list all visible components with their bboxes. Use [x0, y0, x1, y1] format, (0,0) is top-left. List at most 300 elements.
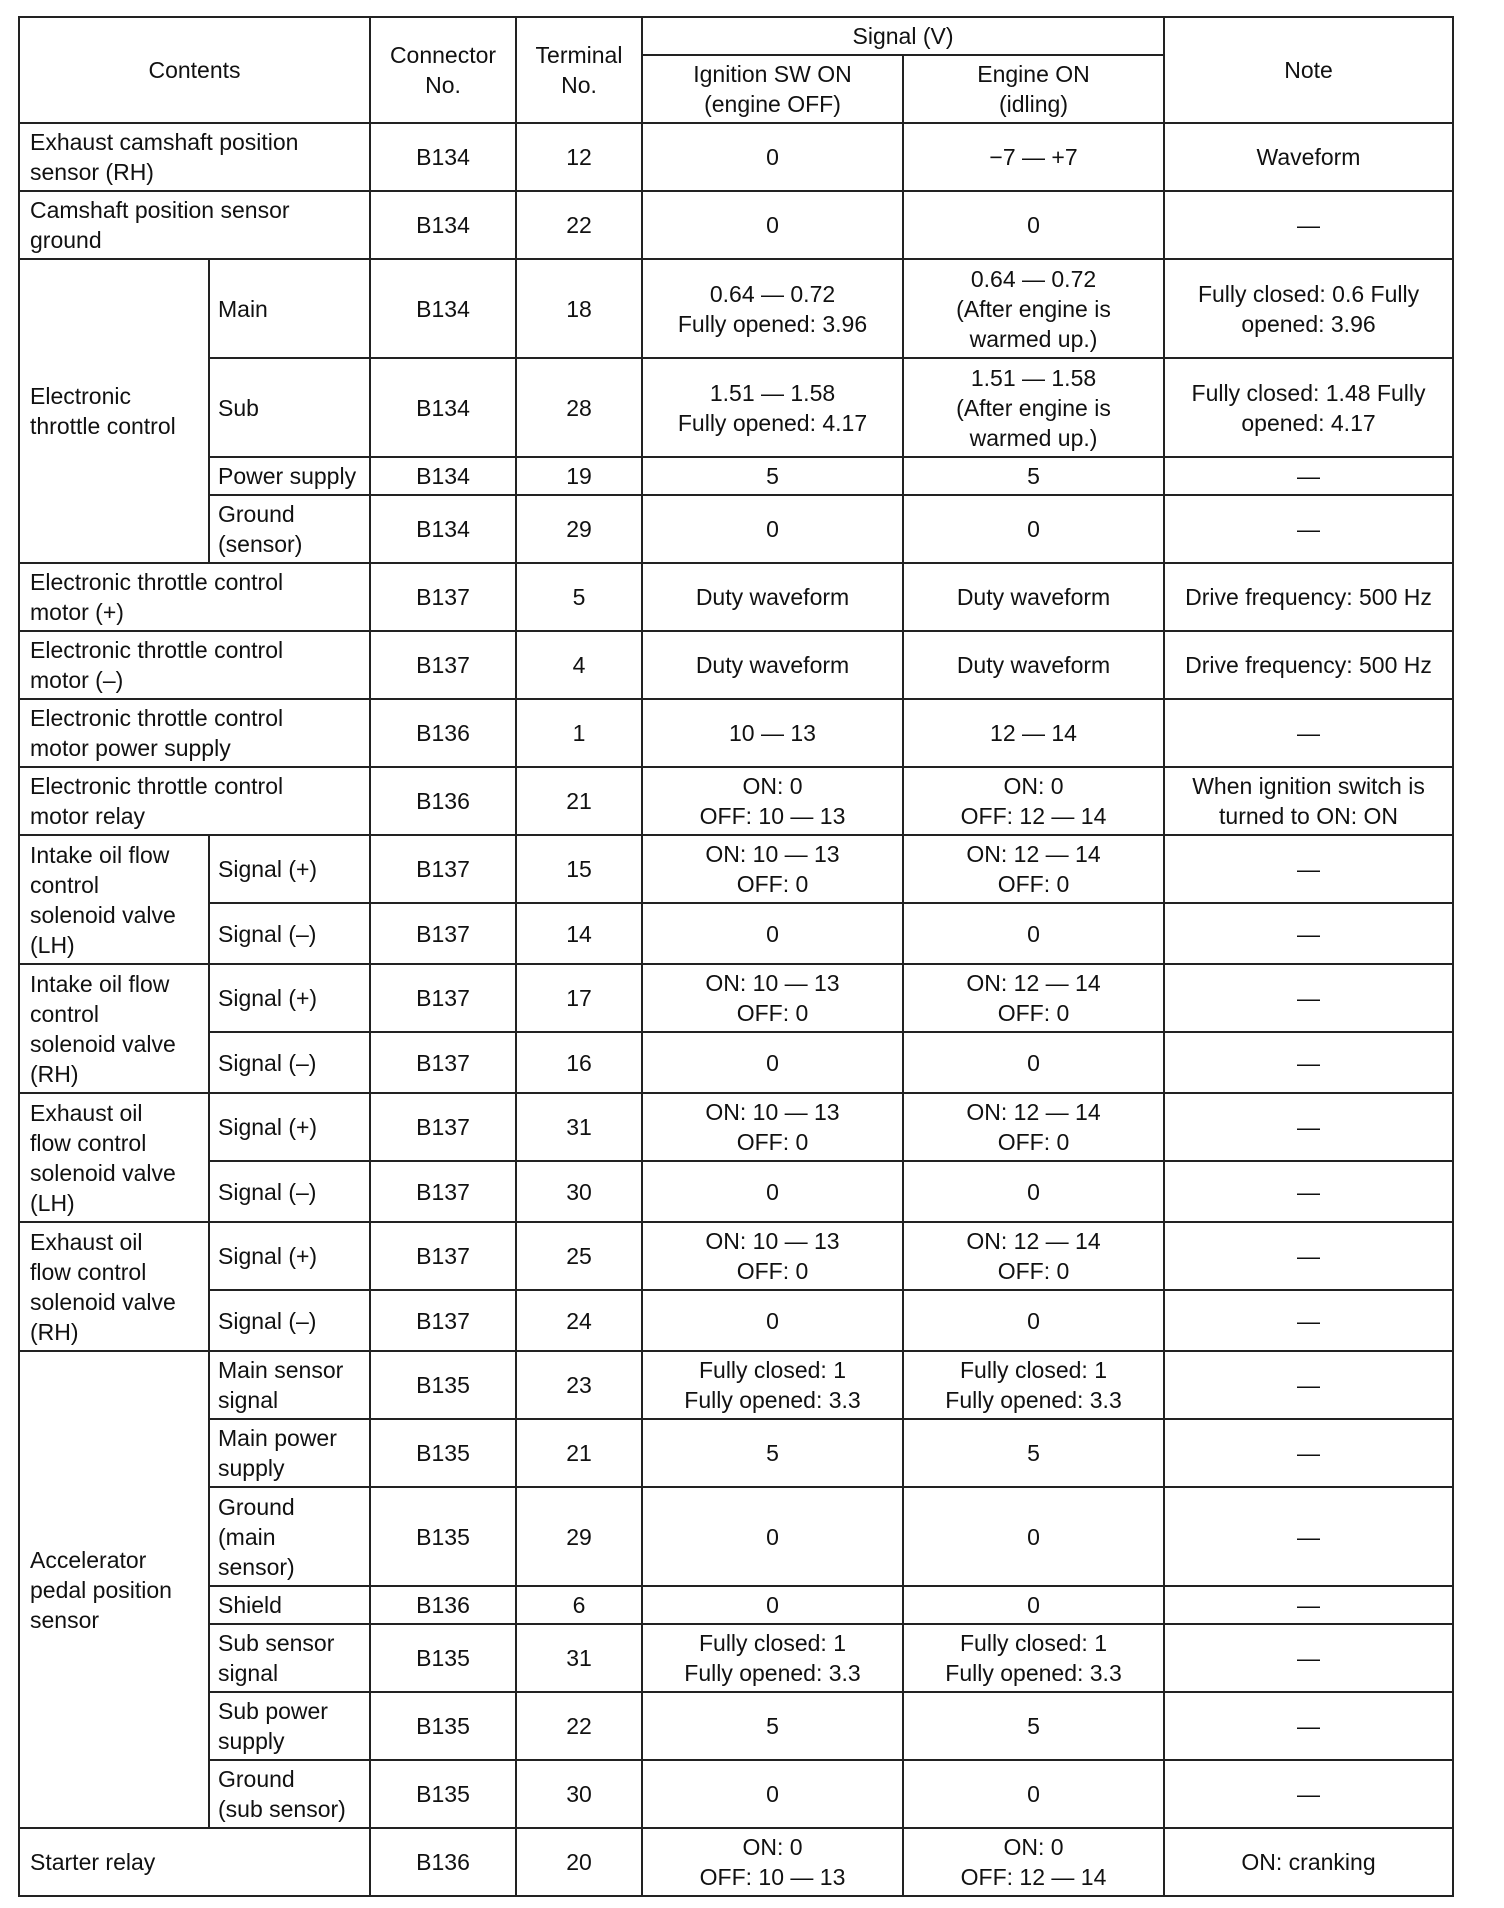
cell-line: Starter relay [30, 1849, 156, 1875]
cell-line: When ignition switch is [1192, 773, 1425, 799]
cell-line: sensor) [218, 1553, 295, 1580]
note-cell [1164, 1093, 1453, 1161]
cell-line: Engine ON [977, 61, 1090, 87]
connector-cell [370, 1161, 516, 1222]
note-cell [1164, 1586, 1453, 1624]
cell-line: Signal (V) [852, 23, 954, 49]
cell-line: B137 [416, 584, 470, 610]
cell-line: 5 [1027, 1713, 1040, 1739]
engine-cell [903, 259, 1164, 358]
cell-line: −7 — +7 [989, 144, 1078, 170]
table-row [19, 259, 1453, 358]
cell-line: Duty waveform [956, 652, 1111, 678]
cell-line: Fully closed: 1 [698, 1630, 846, 1656]
terminal-cell [516, 191, 642, 259]
cell-line: — [1297, 920, 1321, 947]
terminal-cell [516, 964, 642, 1032]
cell-line: 0 [1027, 516, 1040, 542]
cell-line: B137 [416, 652, 470, 678]
cell-line: Exhaust oil [30, 1099, 143, 1126]
cell-line: motor relay [30, 803, 146, 829]
terminal-cell [516, 1419, 642, 1487]
cell-line: 30 [566, 1178, 592, 1205]
cell-line: Exhaust oil [30, 1228, 143, 1255]
sub-label [209, 358, 370, 457]
cell-line: Signal (–) [218, 920, 317, 947]
terminal-cell [516, 495, 642, 563]
cell-line: 21 [566, 1440, 592, 1466]
terminal-cell [516, 903, 642, 964]
cell-line: Sub sensor [218, 1630, 335, 1656]
cell-line: B136 [416, 788, 470, 814]
cell-line: Drive frequency: 500 Hz [1185, 584, 1432, 610]
cell-line: Fully closed: 1.48 Fully [1191, 379, 1426, 406]
cell-line: Fully opened: 3.96 [677, 310, 868, 337]
cell-line: Electronic throttle control [30, 569, 284, 595]
cell-line: Accelerator [30, 1546, 147, 1573]
row-label [19, 563, 370, 631]
cell-line: B136 [416, 1849, 470, 1875]
cell-line: (idling) [998, 91, 1069, 117]
cell-line: 0 [766, 1523, 779, 1550]
engine-cell [903, 191, 1164, 259]
table-row [19, 1032, 1453, 1093]
cell-line: 1.51 — 1.58 [970, 364, 1097, 391]
cell-line: pedal position [30, 1576, 172, 1603]
cell-line: Camshaft position sensor [30, 197, 290, 223]
cell-line: motor power supply [30, 735, 231, 761]
cell-line: — [1297, 720, 1321, 746]
sub-label [209, 1692, 370, 1760]
ignition-cell [642, 1624, 903, 1692]
connector-cell [370, 1290, 516, 1351]
cell-line: ON: 10 — 13 [705, 1099, 840, 1125]
cell-line: (LH) [30, 931, 75, 958]
table-row [19, 1586, 1453, 1624]
cell-line: 0 [766, 1307, 779, 1334]
ignition-cell [642, 563, 903, 631]
cell-line: B137 [416, 985, 470, 1011]
group-label-intake-rh [19, 964, 209, 1093]
cell-line: Fully opened: 3.3 [684, 1660, 861, 1686]
engine-cell [903, 495, 1164, 563]
cell-line: OFF: 12 — 14 [960, 803, 1107, 829]
cell-line: ON: 12 — 14 [966, 1099, 1101, 1125]
cell-line: Exhaust camshaft position [30, 129, 299, 155]
note-cell [1164, 1290, 1453, 1351]
connector-cell [370, 1760, 516, 1828]
cell-line: Signal (+) [218, 1243, 318, 1269]
cell-line: — [1297, 1713, 1321, 1739]
cell-line: Contents [148, 57, 241, 83]
header-signal [642, 17, 1164, 55]
terminal-cell [516, 1351, 642, 1419]
cell-line: (After engine is [956, 295, 1111, 322]
terminal-cell [516, 259, 642, 358]
cell-line: 0 [766, 516, 779, 542]
ignition-cell [642, 631, 903, 699]
row-label [19, 767, 370, 835]
sub-label [209, 1351, 370, 1419]
cell-line: B137 [416, 1178, 470, 1205]
cell-line: flow control [30, 1129, 147, 1156]
terminal-cell [516, 699, 642, 767]
note-cell [1164, 1222, 1453, 1290]
cell-line: (main [218, 1523, 276, 1550]
table-row [19, 631, 1453, 699]
connector-cell [370, 495, 516, 563]
ignition-cell [642, 1586, 903, 1624]
ignition-cell [642, 1161, 903, 1222]
connector-cell [370, 259, 516, 358]
note-cell [1164, 1161, 1453, 1222]
cell-line: — [1297, 1781, 1321, 1807]
ignition-cell [642, 358, 903, 457]
sub-label [209, 1222, 370, 1290]
group-label-exhaust-lh [19, 1093, 209, 1222]
cell-line: motor (–) [30, 667, 124, 693]
engine-cell [903, 123, 1164, 191]
ignition-cell [642, 191, 903, 259]
cell-line: ON: cranking [1241, 1849, 1376, 1875]
cell-line: — [1297, 1645, 1321, 1671]
connector-cell [370, 1093, 516, 1161]
cell-line: 17 [566, 985, 592, 1011]
engine-cell [903, 964, 1164, 1032]
cell-line: — [1297, 1592, 1321, 1618]
cell-line: — [1297, 516, 1321, 542]
cell-line: signal [218, 1660, 279, 1686]
cell-line: flow control [30, 1258, 147, 1285]
row-label [19, 699, 370, 767]
terminal-cell [516, 457, 642, 495]
cell-line: B135 [416, 1645, 470, 1671]
cell-line: OFF: 0 [736, 1000, 809, 1026]
cell-line: 18 [566, 295, 592, 322]
row-label [19, 123, 370, 191]
cell-line: ON: 12 — 14 [966, 970, 1101, 996]
table-row [19, 495, 1453, 563]
cell-line: (sub sensor) [218, 1796, 346, 1822]
table-row [19, 457, 1453, 495]
cell-line: 4 [572, 652, 586, 678]
cell-line: B137 [416, 1114, 470, 1140]
cell-line: (RH) [30, 1318, 79, 1345]
note-cell [1164, 835, 1453, 903]
signal-table [18, 16, 1454, 1897]
cell-line: 0 [1027, 1592, 1040, 1618]
cell-line: B134 [416, 144, 470, 170]
cell-line: opened: 4.17 [1241, 409, 1376, 436]
cell-line: B135 [416, 1523, 470, 1550]
terminal-cell [516, 1222, 642, 1290]
note-cell [1164, 631, 1453, 699]
cell-line: ON: 0 [1003, 773, 1064, 799]
cell-line: 0.64 — 0.72 [970, 265, 1097, 292]
cell-line: Duty waveform [695, 584, 850, 610]
cell-line: control [30, 871, 100, 898]
ignition-cell [642, 259, 903, 358]
cell-line: solenoid valve [30, 1159, 176, 1186]
cell-line: B137 [416, 856, 470, 882]
cell-line: 5 [1027, 1440, 1040, 1466]
cell-line: 19 [566, 463, 592, 489]
cell-line: ON: 10 — 13 [705, 841, 840, 867]
connector-cell [370, 1586, 516, 1624]
terminal-cell [516, 1828, 642, 1896]
table-row [19, 1419, 1453, 1487]
cell-line: 25 [566, 1243, 592, 1269]
connector-cell [370, 964, 516, 1032]
engine-cell [903, 1828, 1164, 1896]
cell-line: signal [218, 1387, 279, 1413]
sub-label [209, 1487, 370, 1586]
cell-line: B134 [416, 516, 470, 542]
cell-line: 5 [766, 1440, 779, 1466]
terminal-cell [516, 563, 642, 631]
note-cell [1164, 1351, 1453, 1419]
cell-line: Main sensor [218, 1357, 344, 1383]
cell-line: 31 [566, 1114, 592, 1140]
ignition-cell [642, 1093, 903, 1161]
cell-line: — [1297, 1049, 1321, 1076]
ignition-cell [642, 1692, 903, 1760]
connector-cell [370, 358, 516, 457]
cell-line: — [1297, 1243, 1321, 1269]
ignition-cell [642, 699, 903, 767]
connector-cell [370, 563, 516, 631]
cell-line: sensor [30, 1606, 100, 1633]
header-terminal [516, 17, 642, 123]
table-row [19, 1161, 1453, 1222]
sub-label [209, 903, 370, 964]
note-cell [1164, 1624, 1453, 1692]
cell-line: — [1297, 1523, 1321, 1550]
engine-cell [903, 1222, 1164, 1290]
connector-cell [370, 1222, 516, 1290]
cell-line: ground [30, 227, 102, 253]
cell-line: motor (+) [30, 599, 124, 625]
connector-cell [370, 699, 516, 767]
cell-line: warmed up.) [969, 325, 1098, 352]
cell-line: 22 [566, 212, 592, 238]
sub-label [209, 1760, 370, 1828]
row-label [19, 1828, 370, 1896]
cell-line: (RH) [30, 1060, 79, 1087]
cell-line: B135 [416, 1440, 470, 1466]
connector-cell [370, 457, 516, 495]
table-row [19, 1487, 1453, 1586]
table-row [19, 1351, 1453, 1419]
cell-line: Main [218, 295, 268, 322]
header-connector [370, 17, 516, 123]
ignition-cell [642, 1222, 903, 1290]
cell-line: 5 [766, 463, 779, 489]
cell-line: (After engine is [956, 394, 1111, 421]
connector-cell [370, 1828, 516, 1896]
cell-line: B136 [416, 720, 470, 746]
sub-label [209, 964, 370, 1032]
engine-cell [903, 563, 1164, 631]
connector-cell [370, 1487, 516, 1586]
cell-line: 12 — 14 [990, 720, 1077, 746]
table-row [19, 767, 1453, 835]
table-row [19, 563, 1453, 631]
engine-cell [903, 1419, 1164, 1487]
cell-line: OFF: 0 [997, 1258, 1070, 1284]
table-row [19, 1624, 1453, 1692]
header-note [1164, 17, 1453, 123]
cell-line: Signal (–) [218, 1307, 317, 1334]
ignition-cell [642, 1351, 903, 1419]
cell-line: solenoid valve [30, 1288, 176, 1315]
note-cell [1164, 259, 1453, 358]
table-row [19, 1093, 1453, 1161]
sub-label [209, 835, 370, 903]
ignition-cell [642, 1290, 903, 1351]
note-cell [1164, 563, 1453, 631]
cell-line: 0 [1027, 1178, 1040, 1205]
cell-line: — [1297, 1372, 1321, 1398]
cell-line: B134 [416, 394, 470, 421]
cell-line: B137 [416, 1243, 470, 1269]
cell-line: No. [561, 72, 597, 98]
cell-line: B136 [416, 1592, 470, 1618]
cell-line: 5 [1027, 463, 1040, 489]
cell-line: Sub power [218, 1698, 328, 1724]
sub-label [209, 1624, 370, 1692]
ignition-cell [642, 123, 903, 191]
cell-line: 22 [566, 1713, 592, 1739]
cell-line: (LH) [30, 1189, 75, 1216]
cell-line: solenoid valve [30, 1030, 176, 1057]
engine-cell [903, 1161, 1164, 1222]
cell-line: Fully closed: 0.6 Fully [1197, 280, 1420, 307]
cell-line: ON: 12 — 14 [966, 841, 1101, 867]
cell-line: — [1297, 463, 1321, 489]
cell-line: Power supply [218, 463, 357, 489]
cell-line: 6 [572, 1592, 586, 1618]
connector-cell [370, 123, 516, 191]
cell-line: 21 [566, 788, 592, 814]
connector-cell [370, 903, 516, 964]
sub-label [209, 1290, 370, 1351]
cell-line: B137 [416, 920, 470, 947]
cell-line: Fully closed: 1 [960, 1357, 1108, 1383]
cell-line: Intake oil flow [30, 841, 170, 868]
engine-cell [903, 1487, 1164, 1586]
cell-line: Fully opened: 4.17 [677, 409, 868, 436]
terminal-cell [516, 1032, 642, 1093]
cell-line: Intake oil flow [30, 970, 170, 997]
terminal-cell [516, 835, 642, 903]
ignition-cell [642, 903, 903, 964]
group-label-intake-lh [19, 835, 209, 964]
cell-line: 1 [572, 720, 586, 746]
cell-line: B135 [416, 1713, 470, 1739]
cell-line: 0 [1027, 1523, 1040, 1550]
ignition-cell [642, 1032, 903, 1093]
cell-line: Electronic throttle control [30, 705, 284, 731]
note-cell [1164, 495, 1453, 563]
sub-label [209, 457, 370, 495]
table-row [19, 1692, 1453, 1760]
cell-line: Terminal [535, 42, 623, 68]
cell-line: 16 [566, 1049, 592, 1076]
cell-line: OFF: 0 [997, 1129, 1070, 1155]
note-cell [1164, 358, 1453, 457]
cell-line: (engine OFF) [704, 91, 841, 117]
cell-line: supply [218, 1455, 285, 1481]
table-row [19, 1760, 1453, 1828]
note-cell [1164, 1760, 1453, 1828]
cell-line: 15 [566, 856, 592, 882]
note-cell [1164, 699, 1453, 767]
sub-label [209, 1419, 370, 1487]
cell-line: 0 [766, 1178, 779, 1205]
cell-line: Waveform [1256, 144, 1361, 170]
terminal-cell [516, 767, 642, 835]
engine-cell [903, 835, 1164, 903]
cell-line: Ground [218, 501, 295, 527]
connector-cell [370, 631, 516, 699]
cell-line: Sub [218, 394, 259, 421]
cell-line: 5 [766, 1713, 779, 1739]
engine-cell [903, 699, 1164, 767]
note-cell [1164, 767, 1453, 835]
sub-label [209, 1093, 370, 1161]
note-cell [1164, 123, 1453, 191]
cell-line: Signal (+) [218, 985, 318, 1011]
ignition-cell [642, 1760, 903, 1828]
group-label-electronic-throttle [19, 259, 209, 563]
cell-line: — [1297, 1178, 1321, 1205]
note-cell [1164, 1692, 1453, 1760]
terminal-cell [516, 1586, 642, 1624]
connector-cell [370, 767, 516, 835]
cell-line: Shield [218, 1592, 282, 1618]
cell-line: B134 [416, 463, 470, 489]
cell-line: Fully closed: 1 [698, 1357, 846, 1383]
note-cell [1164, 1032, 1453, 1093]
cell-line: Electronic throttle control [30, 637, 284, 663]
sub-label [209, 259, 370, 358]
note-cell [1164, 1828, 1453, 1896]
cell-line: 10 — 13 [729, 720, 816, 746]
terminal-cell [516, 358, 642, 457]
cell-line: B137 [416, 1049, 470, 1076]
cell-line: Electronic throttle control [30, 773, 284, 799]
ignition-cell [642, 835, 903, 903]
cell-line: 0.64 — 0.72 [709, 280, 836, 307]
cell-line: 29 [566, 516, 592, 542]
cell-line: (sensor) [218, 531, 303, 557]
cell-line: 31 [566, 1645, 592, 1671]
row-label [19, 191, 370, 259]
cell-line: OFF: 12 — 14 [960, 1864, 1107, 1890]
cell-line: — [1297, 985, 1321, 1011]
cell-line: 29 [566, 1523, 592, 1550]
table-row [19, 835, 1453, 903]
cell-line: 24 [566, 1307, 592, 1334]
cell-line: Signal (+) [218, 856, 318, 882]
header-contents [19, 17, 370, 123]
cell-line: Main power [218, 1425, 337, 1451]
cell-line: 0 [766, 1592, 779, 1618]
terminal-cell [516, 123, 642, 191]
ignition-cell [642, 964, 903, 1032]
note-cell [1164, 1419, 1453, 1487]
